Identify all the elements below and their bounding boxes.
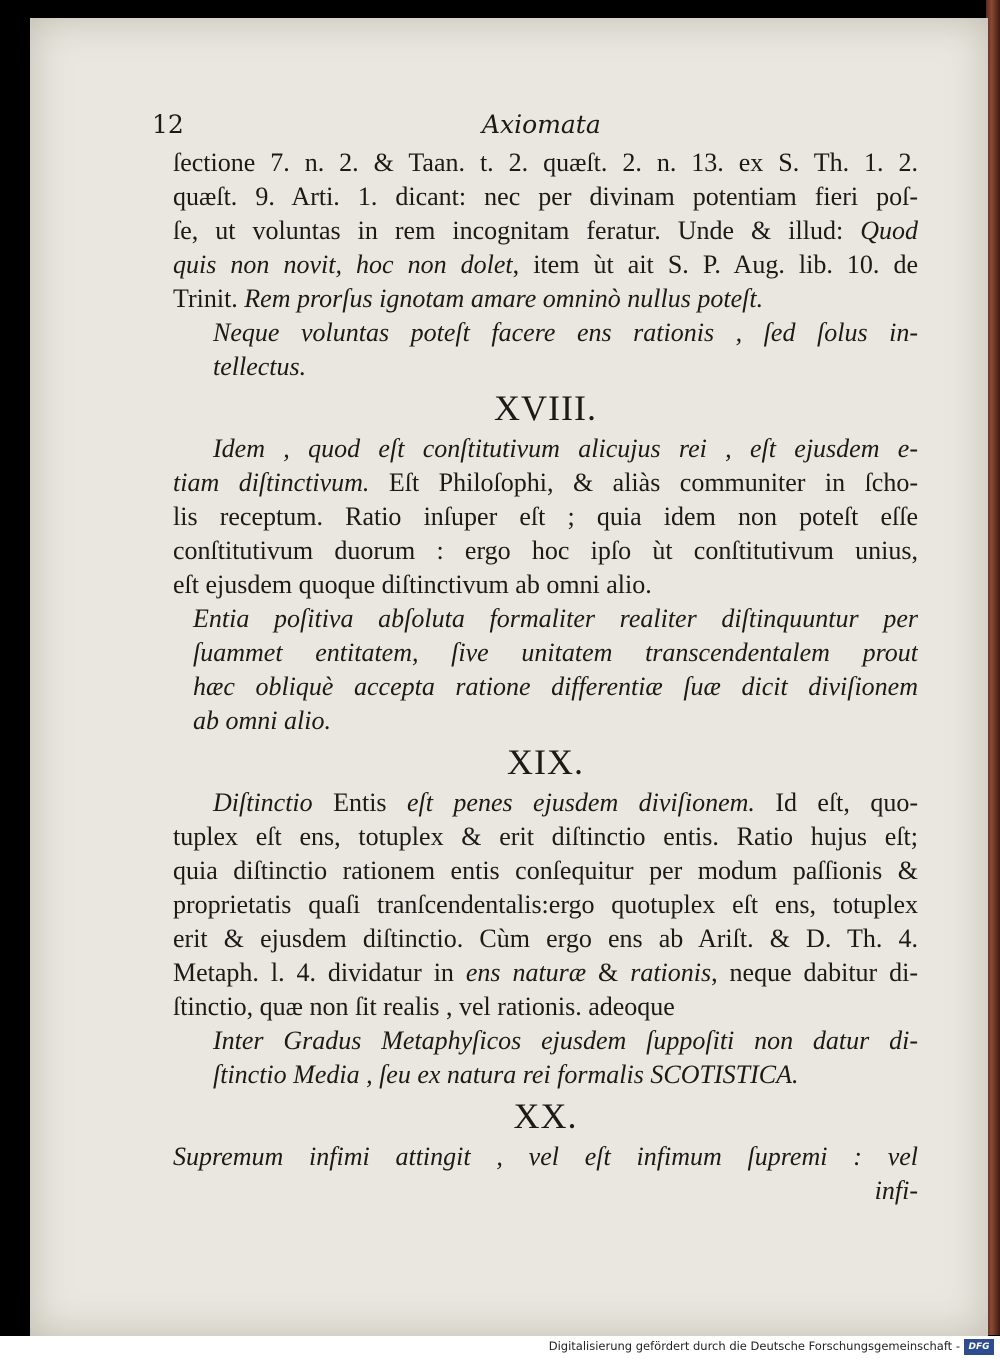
text-line — [173, 534, 918, 568]
text-line — [173, 670, 918, 704]
italic-segment: Supremum infimi attingit , vel eſt infimum ſupremi : vel — [173, 1142, 918, 1171]
text-line — [173, 248, 918, 282]
italic-segment: Rem prorſus ignotam amare omninò nullus poteſt. — [244, 284, 764, 313]
text-line — [173, 786, 918, 820]
running-title: Axiomata — [482, 110, 601, 139]
italic-segment: Diſtinctio — [213, 788, 313, 817]
text-line — [173, 466, 918, 500]
italic-segment: ens naturæ — [465, 958, 587, 987]
book-page — [30, 18, 988, 1336]
section-heading — [173, 1092, 918, 1140]
italic-segment: ſuammet entitatem, ſive unitatem transcendentalem prout — [193, 638, 918, 667]
text-segment: Id eſt, quo- — [754, 788, 918, 817]
text-line — [173, 146, 918, 180]
text-line — [173, 1024, 918, 1058]
text-line — [173, 1140, 918, 1174]
italic-segment: Idem , quod eſt conſtitutivum alicujus rei , eſt ejusdem e- — [213, 434, 918, 463]
text-line — [173, 820, 918, 854]
text-segment: quia diſtinctio rationem entis conſequitur per modum paſſionis & — [173, 856, 918, 885]
text-line — [173, 636, 918, 670]
funding-credit: Digitalisierung gefördert durch die Deutsche Forschungsgemeinschaft - — [548, 1339, 960, 1353]
text-line — [173, 282, 918, 316]
italic-segment: hæc obliquè accepta ratione differentiæ ſuæ dicit diviſionem — [193, 672, 918, 701]
italic-segment: Entia poſitiva abſoluta formaliter realiter diſtinquuntur per — [193, 604, 918, 633]
italic-segment: ſtinctio Media , ſeu ex natura rei formalis SCOTISTICA. — [213, 1060, 799, 1089]
text-line — [173, 602, 918, 636]
text-segment: XX. — [513, 1096, 578, 1136]
text-segment: lis receptum. Ratio inſuper eſt ; quia idem non poteſt eſſe — [173, 502, 918, 531]
text-line — [173, 888, 918, 922]
text-line — [173, 180, 918, 214]
text-segment: ſectione 7. n. 2. & Taan. t. 2. quæſt. 2. n. 13. ex S. Th. 1. 2. — [173, 148, 918, 177]
text-line — [173, 854, 918, 888]
italic-segment: Quod — [860, 216, 918, 245]
italic-segment: tiam diſtinctivum. — [173, 468, 370, 497]
text-line — [173, 922, 918, 956]
dfg-logo: DFG — [964, 1339, 994, 1355]
text-segment: Metaph. l. 4. dividatur in — [173, 958, 466, 987]
text-segment: proprietatis quaſi tranſcendentalis:ergo quotuplex eſt ens, totuplex — [173, 890, 918, 919]
text-segment: & — [586, 958, 631, 987]
text-segment: quæſt. 9. Arti. 1. dicant: nec per divinam potentiam fieri poſ- — [173, 182, 918, 211]
section-heading — [173, 738, 918, 786]
text-segment: Entis — [312, 788, 407, 817]
text-segment: ſe, ut voluntas in rem incognitam feratur. Unde & illud: — [173, 216, 861, 245]
text-line — [173, 500, 918, 534]
book-spine-edge — [986, 0, 1000, 1335]
text-segment: Eſt Philoſophi, & aliàs communiter in ſcho- — [369, 468, 918, 497]
text-line — [173, 316, 918, 350]
text-segment: , item ùt ait S. P. Aug. lib. 10. de — [512, 250, 918, 279]
text-segment: conſtitutivum duorum : ergo hoc ipſo ùt conſtitutivum unius, — [173, 536, 918, 565]
italic-segment: Neque voluntas poteſt facere ens rationis , ſed ſolus in- — [213, 318, 918, 347]
italic-segment: tellectus. — [213, 352, 307, 381]
italic-segment: rationis — [630, 958, 712, 987]
text-segment: eſt ejusdem quoque diſtinctivum ab omni alio. — [173, 570, 652, 599]
text-line — [173, 568, 918, 602]
italic-segment: eſt penes ejusdem diviſionem. — [406, 788, 755, 817]
digitization-footer — [0, 1336, 1000, 1359]
text-line — [173, 432, 918, 466]
text-line — [173, 956, 918, 990]
text-segment: tuplex eſt ens, totuplex & erit diſtinctio entis. Ratio hujus eſt; — [173, 822, 918, 851]
text-segment: , neque dabitur di- — [711, 958, 918, 987]
text-line — [173, 990, 918, 1024]
page-header — [152, 110, 892, 144]
text-segment: erit & ejusdem diſtinctio. Cùm ergo ens ab Ariſt. & D. Th. 4. — [173, 924, 918, 953]
text-segment: XIX. — [507, 742, 584, 782]
italic-segment: ab omni alio. — [193, 706, 331, 735]
italic-segment: infi- — [874, 1176, 918, 1205]
text-segment: ſtinctio, quæ non ſit realis , vel rationis. adeoque — [173, 992, 675, 1021]
text-segment: Trinit. — [173, 284, 245, 313]
text-line — [173, 1058, 918, 1092]
italic-segment: quis non novit, hoc non dolet — [173, 250, 513, 279]
text-line — [173, 704, 918, 738]
text-line — [173, 350, 918, 384]
section-heading — [173, 384, 918, 432]
text-line — [173, 1174, 918, 1208]
text-segment: XVIII. — [494, 388, 597, 428]
page-text — [173, 146, 918, 1208]
italic-segment: Inter Gradus Metaphyſicos ejusdem ſuppoſiti non datur di- — [213, 1026, 918, 1055]
page-number: 12 — [152, 110, 184, 139]
text-line — [173, 214, 918, 248]
